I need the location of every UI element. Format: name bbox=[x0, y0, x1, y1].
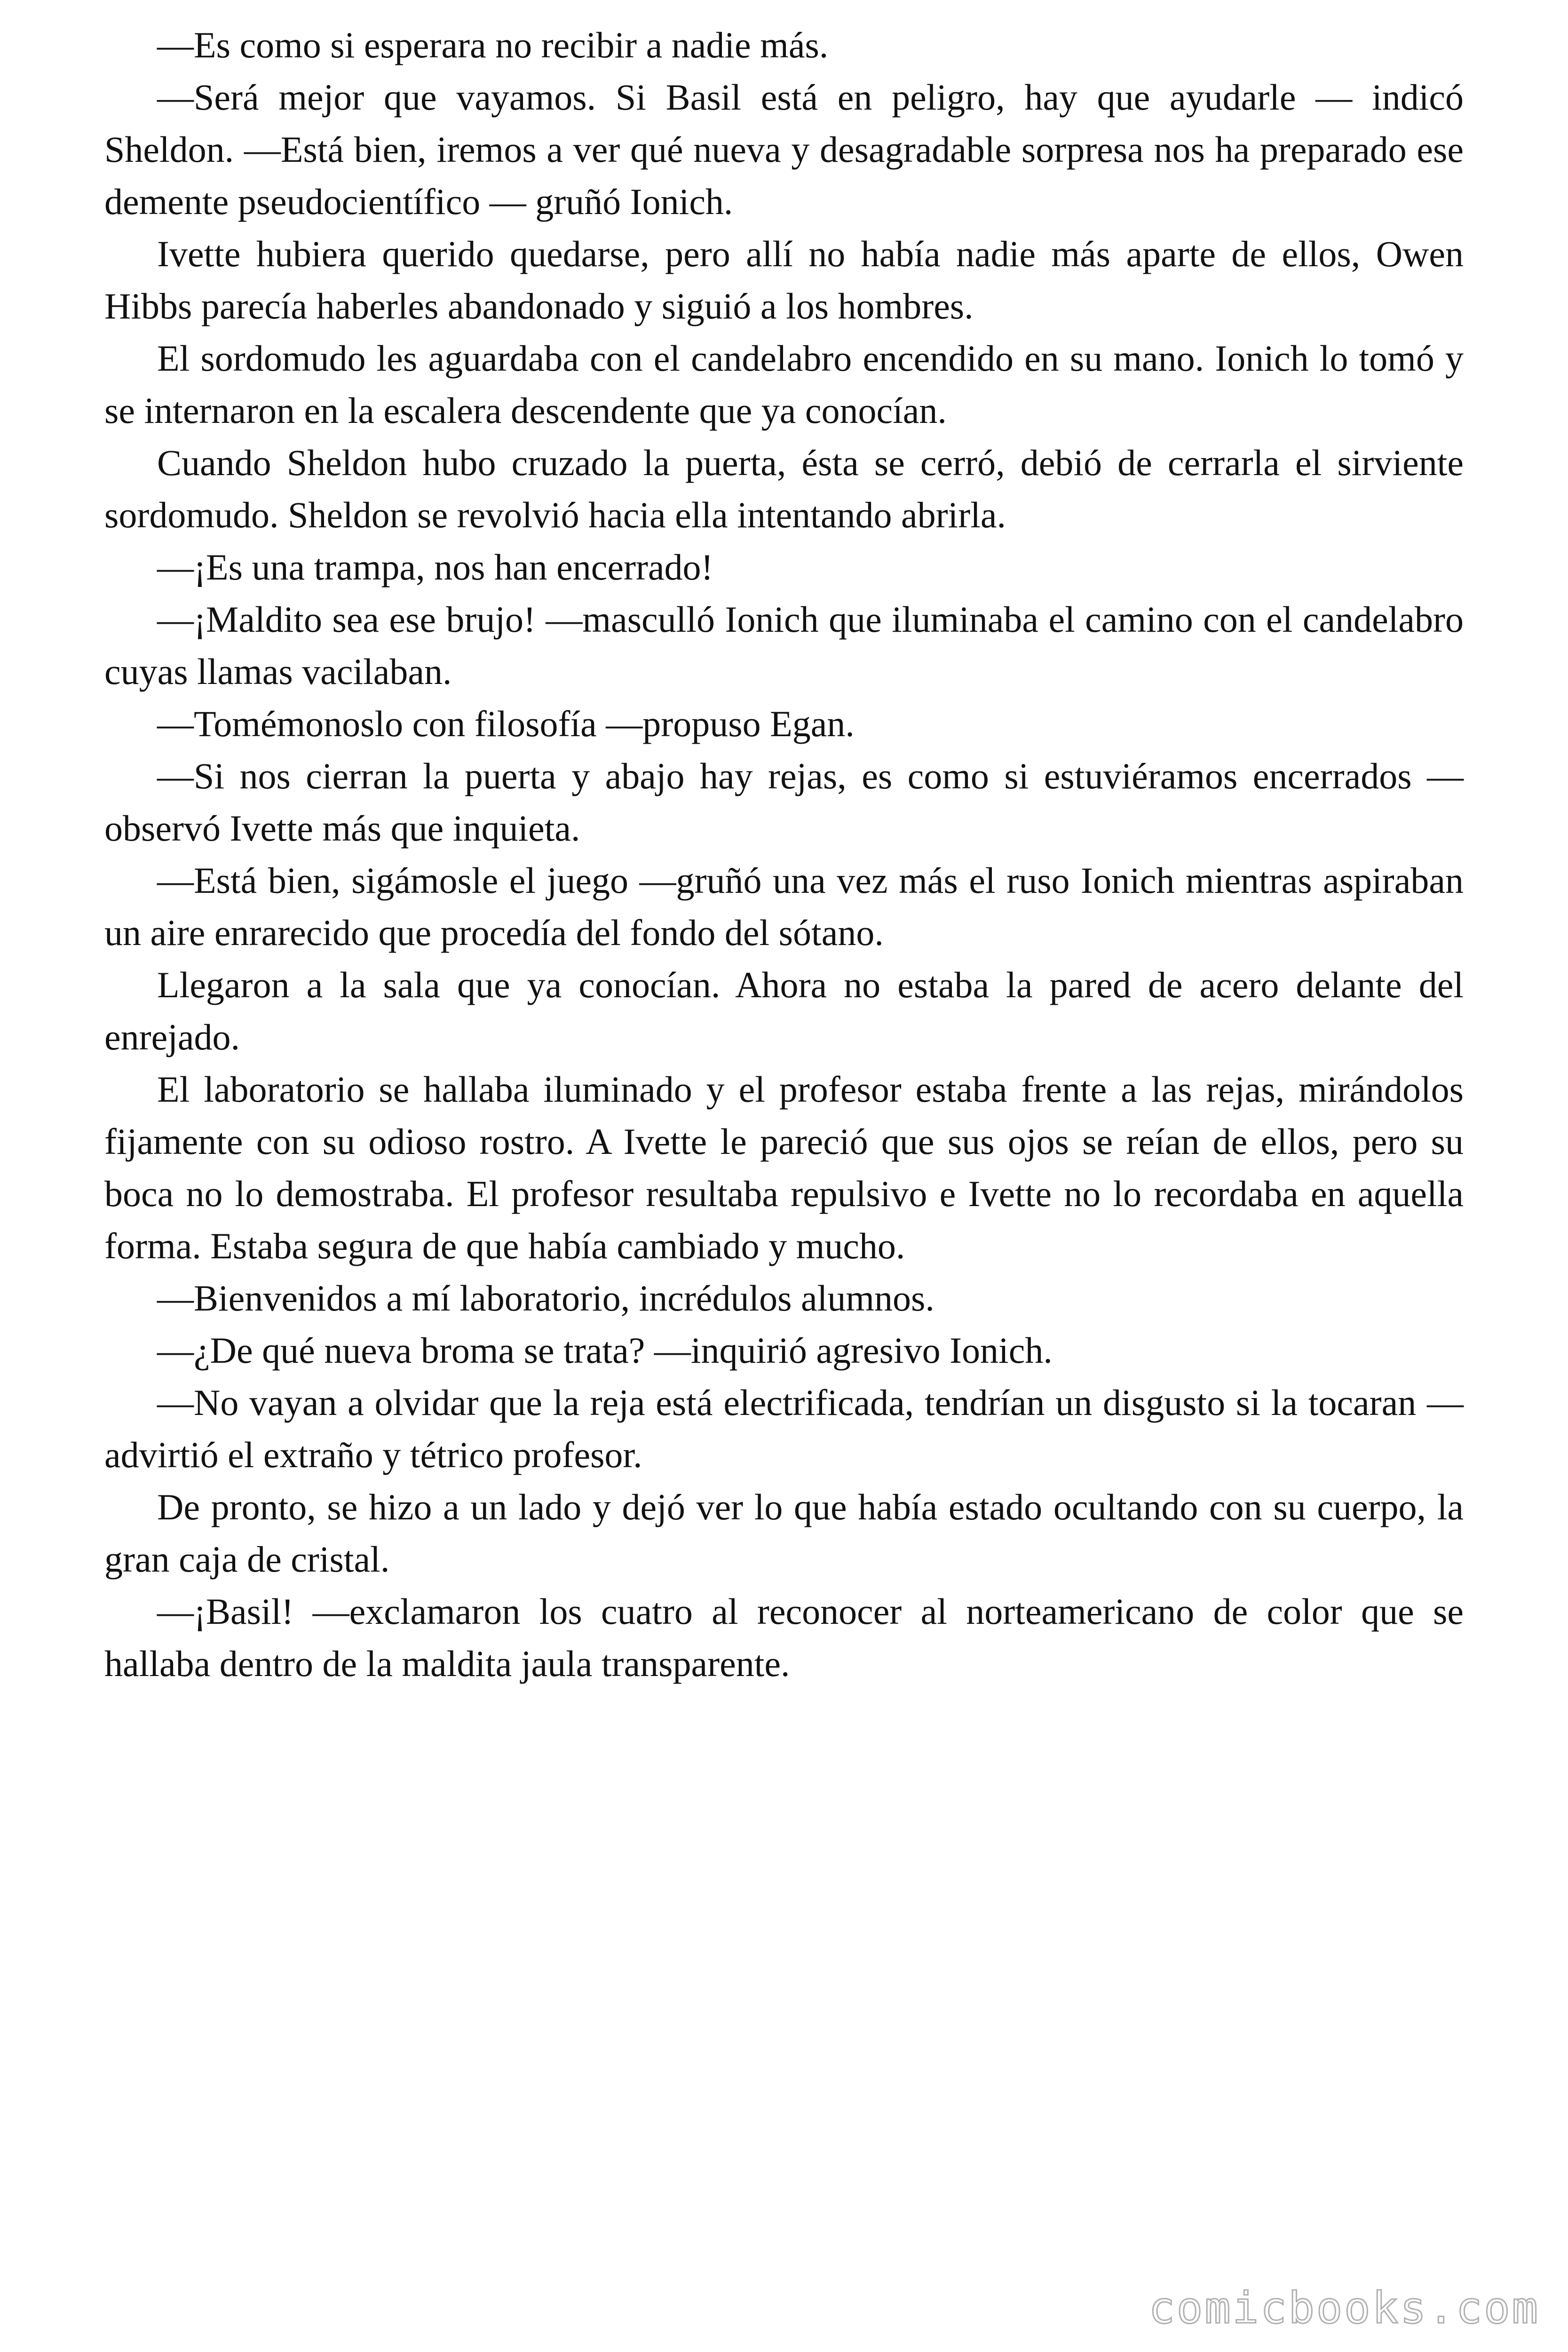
paragraph-14: —¿De qué nueva broma se trata? —inquirió agresivo Ionich. bbox=[157, 1330, 1053, 1371]
watermark: comicbooks.com bbox=[1148, 2283, 1540, 2333]
paragraph-2: —Será mejor que vayamos. Si Basil está en peligro, hay que ayudarle — indicó Sheldon. —Está bien, iremos a ver qué nueva y desagradable sorpresa nos ha preparado ese demente pseudocientífico — gruñó Ionich. bbox=[104, 77, 1464, 222]
paragraph-8: —Tomémonoslo con filosofía —propuso Egan. bbox=[157, 703, 855, 744]
paragraph-16: De pronto, se hizo a un lado y dejó ver lo que había estado ocultando con su cuerpo, la gran caja de cristal. bbox=[104, 1486, 1464, 1580]
paragraph-17: —¡Basil! —exclamaron los cuatro al reconocer al norteamericano de color que se hallaba dentro de la maldita jaula transparente. bbox=[104, 1591, 1464, 1684]
page-text bbox=[104, 19, 1464, 1690]
paragraph-4: El sordomudo les aguardaba con el candelabro encendido en su mano. Ionich lo tomó y se internaron en la escalera descendente que ya conocían. bbox=[104, 338, 1464, 431]
paragraph-6: —¡Es una trampa, nos han encerrado! bbox=[157, 547, 713, 588]
paragraph-12: El laboratorio se hallaba iluminado y el profesor estaba frente a las rejas, mirándolos fijamente con su odioso rostro. A Ivette le pareció que sus ojos se reían de ellos, pero su boca no lo demostraba. El profesor resultaba repulsivo e Ivette no lo recordaba en aquella forma. Estaba segura de que había cambiado y mucho. bbox=[104, 1069, 1464, 1266]
paragraph-3: Ivette hubiera querido quedarse, pero allí no había nadie más aparte de ellos, Owen Hibbs parecía haberles abandonado y siguió a los hombres. bbox=[104, 233, 1464, 326]
paragraph-5: Cuando Sheldon hubo cruzado la puerta, ésta se cerró, debió de cerrarla el sirviente sordomudo. Sheldon se revolvió hacia ella intentando abrirla. bbox=[104, 442, 1464, 535]
paragraph-9: —Si nos cierran la puerta y abajo hay rejas, es como si estuviéramos encerrados —observó Ivette más que inquieta. bbox=[104, 755, 1464, 849]
paragraph-7: —¡Maldito sea ese brujo! —masculló Ionich que iluminaba el camino con el candelabro cuyas llamas vacilaban. bbox=[104, 599, 1464, 692]
paragraph-10: —Está bien, sigámosle el juego —gruñó una vez más el ruso Ionich mientras aspiraban un aire enrarecido que procedía del fondo del sótano. bbox=[104, 860, 1464, 953]
paragraph-1: —Es como si esperara no recibir a nadie más. bbox=[157, 24, 829, 65]
paragraph-15: —No vayan a olvidar que la reja está electrificada, tendrían un disgusto si la tocaran —advirtió el extraño y tétrico profesor. bbox=[104, 1382, 1464, 1475]
paragraph-13: —Bienvenidos a mí laboratorio, incrédulos alumnos. bbox=[157, 1278, 934, 1319]
paragraph-11: Llegaron a la sala que ya conocían. Ahora no estaba la pared de acero delante del enrejado. bbox=[104, 964, 1464, 1057]
